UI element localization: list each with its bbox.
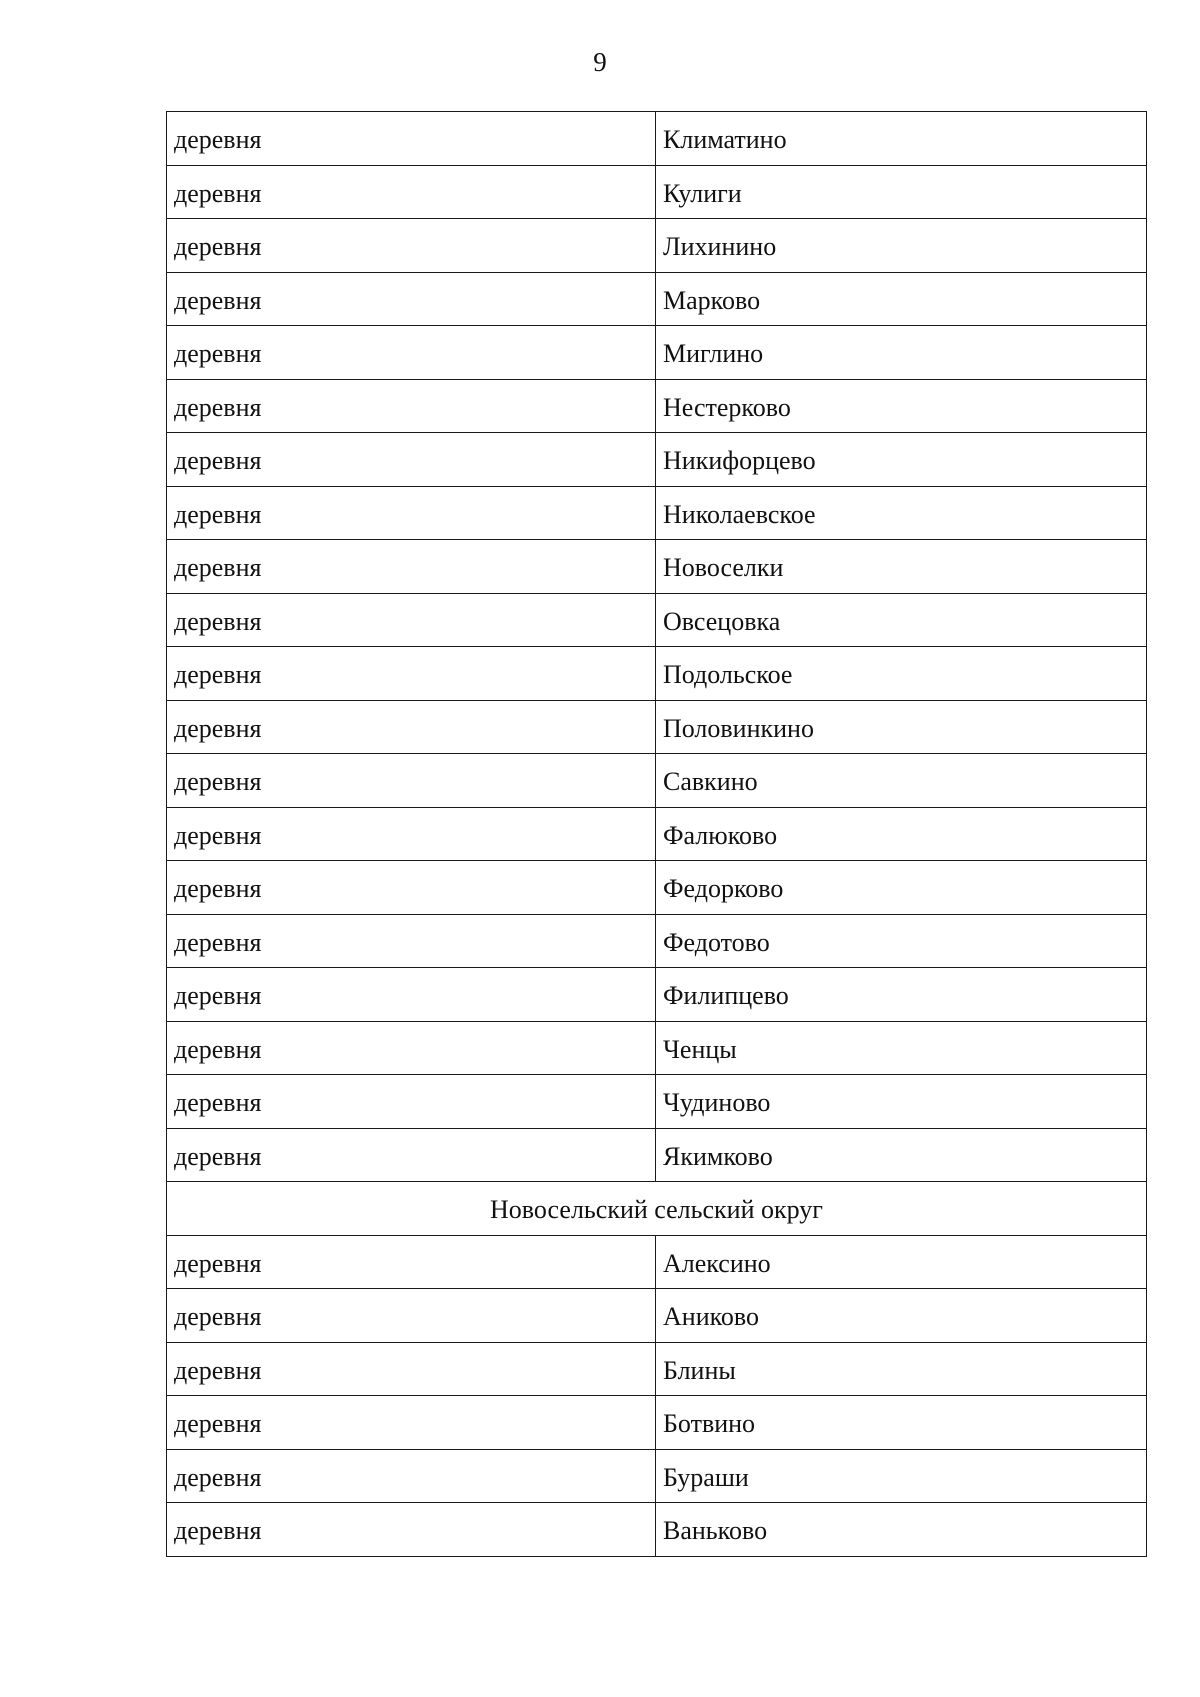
table-row xyxy=(167,326,1147,380)
settlement-type-cell: деревня xyxy=(167,540,656,593)
table-row xyxy=(167,1075,1147,1129)
table-row xyxy=(167,540,1147,594)
settlement-type-cell: деревня xyxy=(167,594,656,647)
settlement-type-cell: деревня xyxy=(167,166,656,219)
table-row xyxy=(167,647,1147,701)
settlement-name-cell: Филипцево xyxy=(656,968,1147,1021)
settlement-type-cell: деревня xyxy=(167,1503,656,1556)
settlement-name-cell: Ваньково xyxy=(656,1503,1147,1556)
settlement-name-cell: Блины xyxy=(656,1343,1147,1396)
settlement-type-cell: деревня xyxy=(167,326,656,379)
settlement-name-cell: Марково xyxy=(656,273,1147,326)
table-row xyxy=(167,594,1147,648)
settlement-type-cell: деревня xyxy=(167,112,656,165)
settlement-type-cell: деревня xyxy=(167,380,656,433)
settlement-type-cell: деревня xyxy=(167,754,656,807)
settlement-name-cell: Федотово xyxy=(656,915,1147,968)
settlement-type-cell: деревня xyxy=(167,1236,656,1289)
settlement-name-cell: Миглино xyxy=(656,326,1147,379)
settlement-type-cell: деревня xyxy=(167,1075,656,1128)
table-row xyxy=(167,112,1147,166)
table-row xyxy=(167,433,1147,487)
settlement-name-cell: Подольское xyxy=(656,647,1147,700)
settlement-name-cell: Николаевское xyxy=(656,487,1147,540)
table-row xyxy=(167,1236,1147,1290)
settlement-name-cell: Бураши xyxy=(656,1450,1147,1503)
settlement-type-cell: деревня xyxy=(167,861,656,914)
table-row xyxy=(167,1022,1147,1076)
table-row xyxy=(167,861,1147,915)
settlement-name-cell: Федорково xyxy=(656,861,1147,914)
settlement-type-cell: деревня xyxy=(167,273,656,326)
settlement-name-cell: Лихинино xyxy=(656,219,1147,272)
settlement-type-cell: деревня xyxy=(167,1289,656,1342)
settlement-name-cell: Половинкино xyxy=(656,701,1147,754)
table-row xyxy=(167,1289,1147,1343)
table-row xyxy=(167,380,1147,434)
table-row xyxy=(167,968,1147,1022)
table-row xyxy=(167,219,1147,273)
settlement-type-cell: деревня xyxy=(167,647,656,700)
settlement-type-cell: деревня xyxy=(167,1343,656,1396)
settlement-type-cell: деревня xyxy=(167,915,656,968)
settlement-type-cell: деревня xyxy=(167,968,656,1021)
table-row xyxy=(167,166,1147,220)
settlement-name-cell: Климатино xyxy=(656,112,1147,165)
settlement-type-cell: деревня xyxy=(167,1450,656,1503)
table-row xyxy=(167,701,1147,755)
settlement-name-cell: Кулиги xyxy=(656,166,1147,219)
settlement-name-cell: Новоселки xyxy=(656,540,1147,593)
settlement-name-cell: Алексино xyxy=(656,1236,1147,1289)
settlement-type-cell: деревня xyxy=(167,701,656,754)
table-row xyxy=(167,808,1147,862)
table-row xyxy=(167,754,1147,808)
settlement-name-cell: Ботвино xyxy=(656,1396,1147,1449)
table-row xyxy=(167,487,1147,541)
settlement-name-cell: Ченцы xyxy=(656,1022,1147,1075)
table-row xyxy=(167,915,1147,969)
table-row xyxy=(167,1343,1147,1397)
table-row xyxy=(167,1450,1147,1504)
section-header-row xyxy=(167,1182,1147,1236)
settlement-type-cell: деревня xyxy=(167,1129,656,1182)
settlement-name-cell: Савкино xyxy=(656,754,1147,807)
table-row xyxy=(167,1396,1147,1450)
table-row xyxy=(167,273,1147,327)
settlement-name-cell: Никифорцево xyxy=(656,433,1147,486)
settlement-name-cell: Фалюково xyxy=(656,808,1147,861)
settlement-type-cell: деревня xyxy=(167,219,656,272)
settlement-name-cell: Якимково xyxy=(656,1129,1147,1182)
settlement-name-cell: Овсецовка xyxy=(656,594,1147,647)
table-row xyxy=(167,1129,1147,1183)
settlement-type-cell: деревня xyxy=(167,433,656,486)
settlement-type-cell: деревня xyxy=(167,487,656,540)
settlement-name-cell: Чудиново xyxy=(656,1075,1147,1128)
settlement-type-cell: деревня xyxy=(167,1022,656,1075)
settlement-type-cell: деревня xyxy=(167,808,656,861)
settlement-type-cell: деревня xyxy=(167,1396,656,1449)
settlements-table xyxy=(166,111,1147,1557)
table-row xyxy=(167,1503,1147,1557)
page-number: 9 xyxy=(593,47,607,77)
settlement-name-cell: Нестерково xyxy=(656,380,1147,433)
settlement-name-cell: Аниково xyxy=(656,1289,1147,1342)
section-header: Новосельский сельский округ xyxy=(167,1182,1147,1235)
